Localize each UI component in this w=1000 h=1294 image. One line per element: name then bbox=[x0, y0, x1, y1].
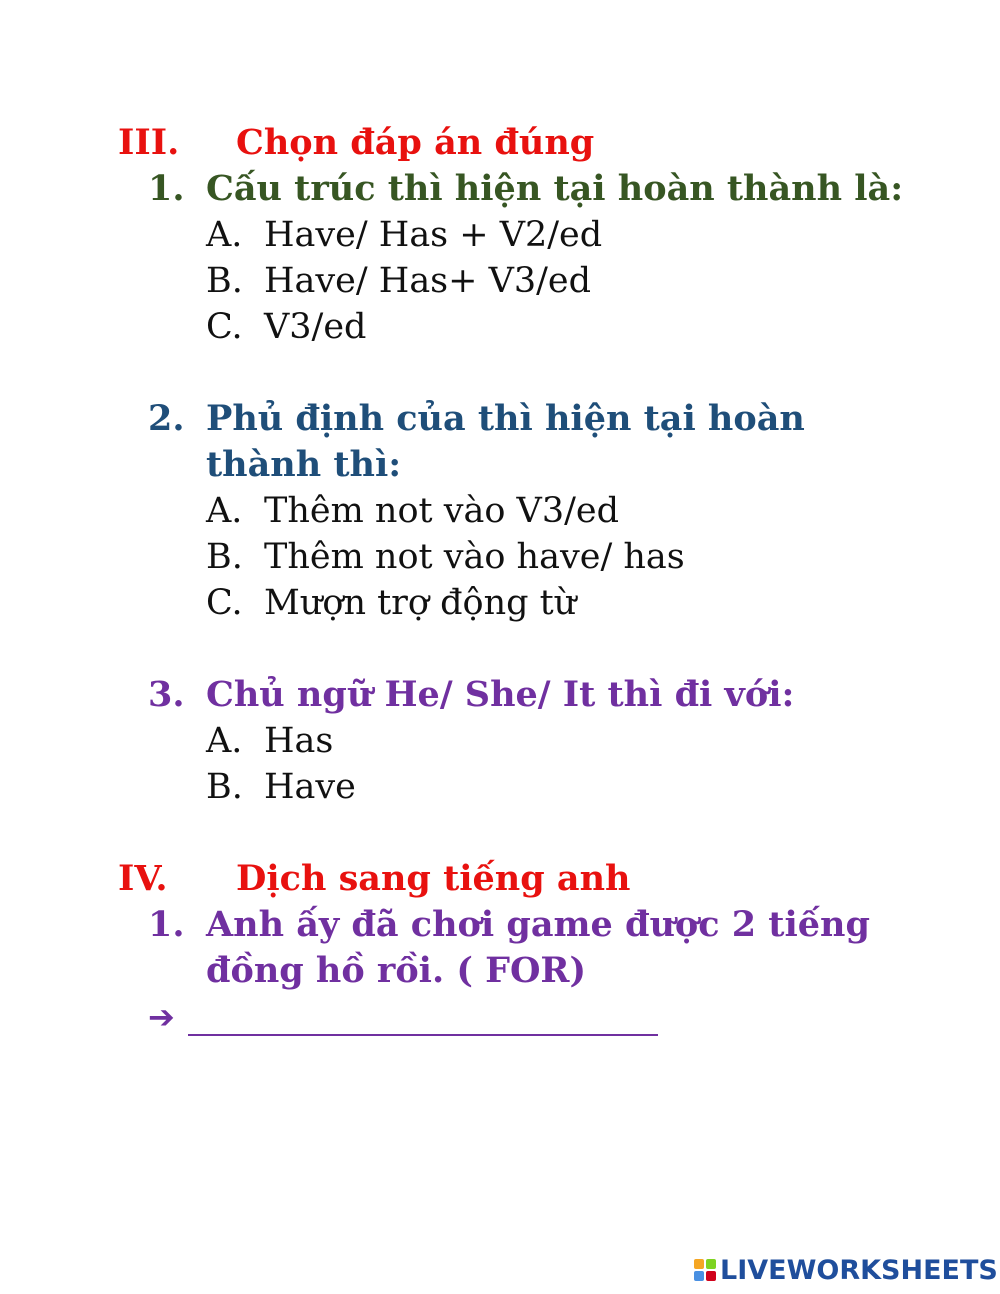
question-text-line-2: đồng hồ rồi. ( FOR) bbox=[206, 950, 587, 991]
question-number: 1. bbox=[148, 168, 185, 209]
option-text: Thêm not vào V3/ed bbox=[264, 491, 620, 531]
option-1b[interactable] bbox=[206, 258, 592, 304]
question-number: 1. bbox=[148, 904, 185, 945]
option-1c[interactable] bbox=[206, 304, 367, 350]
option-letter: A. bbox=[206, 215, 243, 255]
option-letter: C. bbox=[206, 307, 243, 347]
option-2a[interactable] bbox=[206, 488, 620, 534]
option-text: Has bbox=[264, 721, 334, 761]
section-title: Dịch sang tiếng anh bbox=[236, 858, 631, 899]
option-letter: C. bbox=[206, 583, 243, 623]
section-heading-iii bbox=[118, 120, 595, 166]
option-text: Have bbox=[264, 767, 356, 807]
option-text: Thêm not vào have/ has bbox=[264, 537, 685, 577]
option-letter: B. bbox=[206, 537, 243, 577]
option-letter: B. bbox=[206, 767, 243, 807]
question-number: 2. bbox=[148, 398, 185, 439]
question-2 bbox=[148, 396, 805, 442]
option-text: V3/ed bbox=[264, 307, 367, 347]
question-text-line-1: Anh ấy đã chơi game được 2 tiếng bbox=[206, 904, 870, 945]
question-number: 3. bbox=[148, 674, 185, 715]
option-3b[interactable] bbox=[206, 764, 356, 810]
option-text: Mượn trợ động từ bbox=[264, 583, 577, 623]
liveworksheets-logo bbox=[694, 1254, 998, 1286]
option-letter: A. bbox=[206, 491, 243, 531]
option-text: Have/ Has+ V3/ed bbox=[264, 261, 592, 301]
section-title: Chọn đáp án đúng bbox=[236, 122, 595, 163]
translation-question-1 bbox=[148, 902, 870, 948]
answer-blank[interactable] bbox=[188, 1034, 658, 1036]
option-3a[interactable] bbox=[206, 718, 334, 764]
section-numeral: IV. bbox=[118, 858, 168, 899]
option-1a[interactable] bbox=[206, 212, 603, 258]
question-3 bbox=[148, 672, 795, 718]
translation-question-1-line-2 bbox=[206, 948, 586, 994]
question-text-line-2: thành thì: bbox=[206, 444, 402, 485]
right-arrow-icon: ➔ bbox=[148, 998, 175, 1036]
logo-mark-icon bbox=[694, 1259, 716, 1281]
question-text: Cấu trúc thì hiện tại hoàn thành là: bbox=[206, 168, 904, 209]
logo-text: LIVEWORKSHEETS bbox=[720, 1254, 998, 1286]
question-2-line-2 bbox=[206, 442, 401, 488]
section-heading-iv bbox=[118, 856, 631, 902]
option-text: Have/ Has + V2/ed bbox=[264, 215, 603, 255]
option-letter: A. bbox=[206, 721, 243, 761]
question-text: Chủ ngữ He/ She/ It thì đi với: bbox=[206, 674, 795, 715]
section-numeral: III. bbox=[118, 122, 180, 163]
option-2c[interactable] bbox=[206, 580, 577, 626]
question-1 bbox=[148, 166, 904, 212]
option-2b[interactable] bbox=[206, 534, 685, 580]
option-letter: B. bbox=[206, 261, 243, 301]
question-text-line-1: Phủ định của thì hiện tại hoàn bbox=[206, 398, 805, 439]
